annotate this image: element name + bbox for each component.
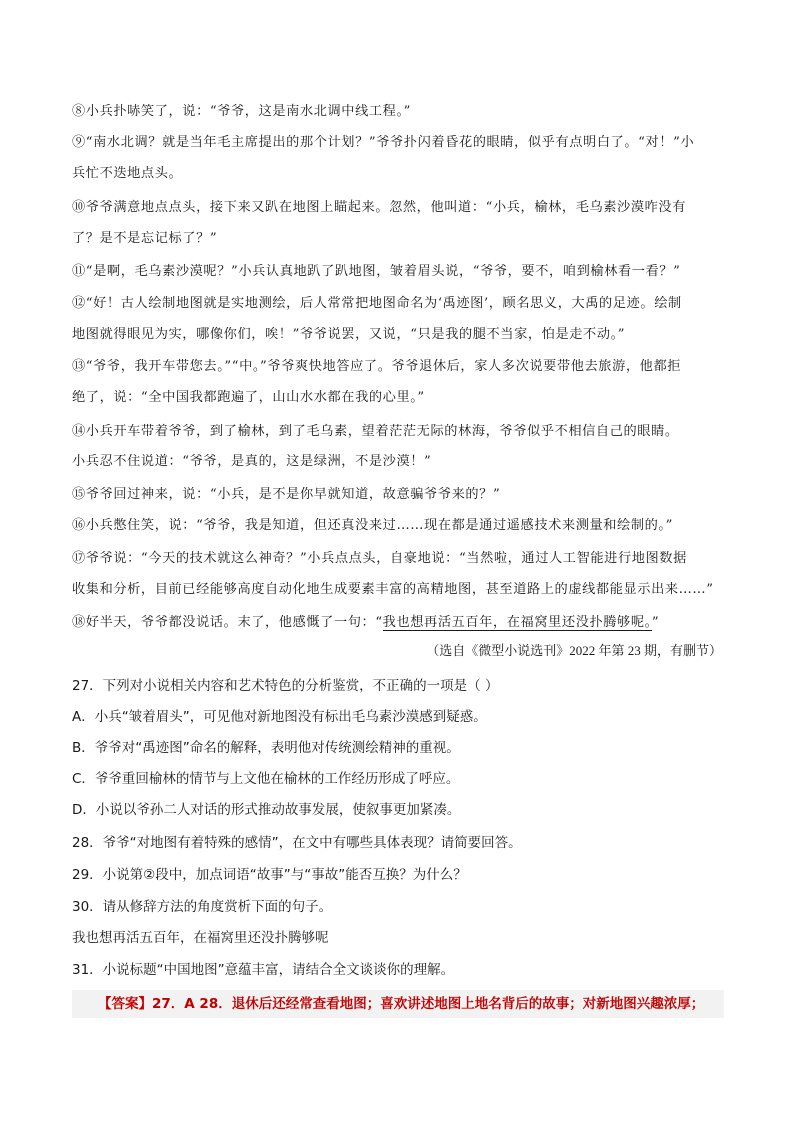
story-paragraph-12-line-2: 地图就得眼见为实，哪像你们，唉！”爷爷说罢，又说，“只是我的腿不当家，怕是走不动。”	[72, 327, 626, 342]
story-paragraph-12-line-1: ⑫“好！古人绘制地图就是实地测绘，后人常常把地图命名为‘禹迹图’，顾名思义，大禹的足迹。绘制	[72, 296, 682, 311]
story-paragraph-10-line-2: 了？是不是忘记标了？”	[72, 231, 218, 246]
question-27-option-c: C．爷爷重回榆林的情节与上文他在榆林的工作经历形成了呼应。	[72, 771, 460, 787]
story-paragraph-9-line-2: 兵忙不迭地点头。	[72, 166, 183, 181]
story-paragraph-15: ⑮爷爷回过神来，说：“小兵，是不是你早就知道，故意骗爷爷来的？”	[72, 487, 501, 502]
story-paragraph-18-lead: ⑱好半天，爷爷都没说话。末了，他感慨了一句：“	[72, 615, 383, 630]
question-29: 29．小说第②段中，加点词语“故事”与“事故”能否互换？为什么？	[72, 867, 467, 883]
question-27-option-a: A．小兵“皱着眉头”，可见他对新地图没有标出毛乌素沙漠感到疑惑。	[72, 709, 487, 725]
story-paragraph-14-line-1: ⑭小兵开车带着爷爷，到了榆林，到了毛乌素，望着茫茫无际的林海，爷爷似乎不相信自己的眼睛。	[72, 424, 679, 439]
source-citation: （选自《微型小说选刊》2022 年第 23 期，有删节）	[426, 643, 722, 658]
question-27: 27．下列对小说相关内容和艺术特色的分析鉴赏，不正确的一项是（ ）	[72, 678, 499, 694]
question-31: 31．小说标题“中国地图”意蕴丰富，请结合全文谈谈你的理解。	[72, 962, 455, 978]
question-30-sentence: 我也想再活五百年，在福窝里还没扑腾够呢	[72, 930, 329, 946]
answer-text: 【答案】27．A 28．退休后还经常查看地图；喜欢讲述地图上地名背后的故事；对新地图兴趣浓厚；	[98, 996, 705, 1012]
answer-bar	[72, 990, 724, 1018]
story-paragraph-8: ⑧小兵扑哧笑了，说：“爷爷，这是南水北调中线工程。”	[72, 104, 411, 119]
story-paragraph-13-line-1: ⑬“爷爷，我开车带您去。”“中。”爷爷爽快地答应了。爷爷退休后，家人多次说要带他去旅游，他都拒	[72, 359, 682, 374]
story-paragraph-18-tail: ”	[651, 615, 660, 630]
story-paragraph-11: ⑪“是啊，毛乌素沙漠呢？”小兵认真地趴了趴地图，皱着眉头说，“爷爷，要不，咱到榆林看一看？”	[72, 264, 681, 279]
story-paragraph-18	[72, 607, 722, 638]
story-paragraph-9-line-1: ⑨“南水北调？就是当年毛主席提出的那个计划？”爷爷扑闪着昏花的眼睛，似乎有点明白了。“对！”小	[72, 135, 695, 150]
question-28: 28．爷爷“对地图有着特殊的感情”，在文中有哪些具体表现？请简要回答。	[72, 835, 522, 851]
story-paragraph-17-line-2: 收集和分析，目前已经能够高度自动化地生成要素丰富的高精地图，甚至道路上的虚线都能显示出来……”	[72, 582, 714, 597]
story-paragraph-17-line-1: ⑰爷爷说：“今天的技术就这么神奇？”小兵点点头，自豪地说：“当然啦，通过人工智能进行地图数据	[72, 551, 687, 566]
question-30: 30．请从修辞方法的角度赏析下面的句子。	[72, 899, 333, 915]
question-27-option-b: B．爷爷对“禹迹图”命名的解释，表明他对传统测绘精神的重视。	[72, 740, 460, 756]
story-paragraph-13-line-2: 绝了，说：“全中国我都跑遍了，山山水水都在我的心里。”	[72, 390, 425, 405]
story-paragraph-10-line-1: ⑩爷爷满意地点点头，接下来又趴在地图上瞄起来。忽然，他叫道：“小兵，榆林，毛乌素沙漠咋没有	[72, 200, 686, 215]
question-27-option-d: D．小说以爷孙二人对话的形式推动故事发展，使叙事更加紧凑。	[72, 802, 461, 818]
story-paragraph-16: ⑯小兵憋住笑，说：“爷爷，我是知道，但还真没来过……现在都是通过遥感技术来测量和绘制的。”	[72, 518, 673, 533]
story-paragraph-18-underlined: 我也想再活五百年，在福窝里还没扑腾够呢。	[382, 615, 652, 630]
story-paragraph-14-line-2: 小兵忍不住说道：“爷爷，是真的，这是绿洲，不是沙漠！”	[72, 454, 432, 469]
